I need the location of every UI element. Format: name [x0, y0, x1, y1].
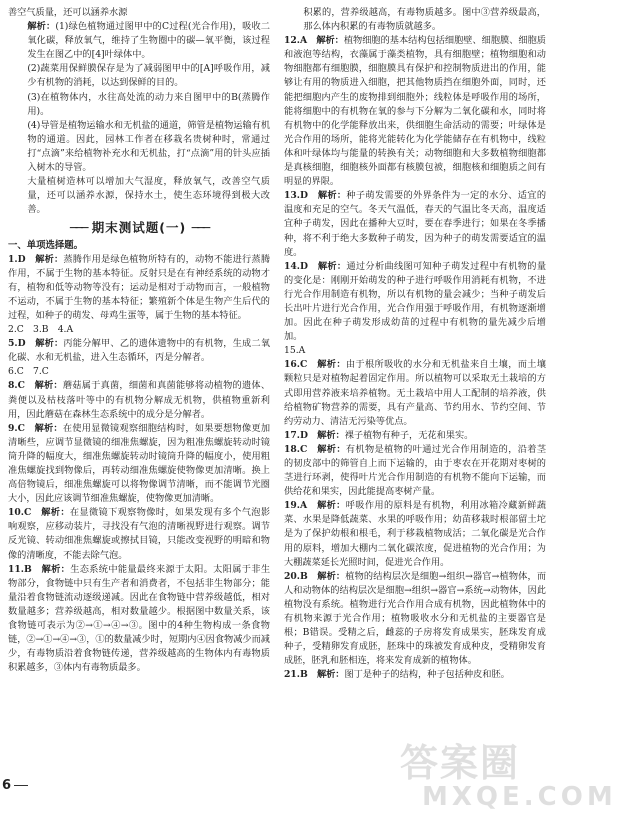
analysis-label: 解析：: [34, 422, 63, 434]
analysis-label: 解析：: [317, 260, 347, 272]
watermark-url-text: MXQE.COM: [422, 782, 617, 812]
question-number: 18.C: [284, 443, 308, 455]
analysis-label: 解析：: [317, 190, 347, 202]
question-number: 11.B: [8, 563, 32, 575]
question-number: 14.D: [284, 260, 308, 272]
question-answer: [284, 499, 546, 569]
analysis-label: 解析：: [34, 380, 63, 392]
subsection-heading: 一、单项选择题。: [8, 239, 84, 251]
paragraph: 善空气质量，还可以涵养水源: [8, 7, 128, 18]
question-answer: [284, 189, 546, 259]
analysis-label: 解析：: [35, 338, 64, 350]
paragraph: 大量植树造林可以增加大气湿度，释放氧气，改善空气质量，还可以涵养水源，保持水土，使生态环境得到极大改善。: [27, 176, 270, 216]
question-answer: [8, 337, 270, 365]
analysis-text: 种子萌发需要的外界条件为一定的水分、适宜的温度和充足的空气。冬天气温低，春天的气温比冬天高，温度适宜种子萌发，因此在播种大豆时，要在春季进行；如果在冬季播种，将不利于绝大多数种子萌发，因为种子的萌发需要适宜的温度。: [284, 190, 547, 258]
question-answer: [284, 34, 546, 189]
question-answer: [284, 358, 546, 428]
question-answer: [8, 506, 270, 562]
analysis-text: 生态系统中能量最终来源于太阳。太阳属于非生物部分，食物链中只有生产者和消费者，不包括非生物部分；能量沿着食物链流动逐级递减。因此在食物链中营养级越低，相对数量越多；营养级越高，相对数量越少。根据图中数量关系，该食物链可表示为②→①→④→③。图中的4种生物构成一条食物链，②→①→④→③，①的数量减少时，短期内④因食物减少而减少，有毒物质沿着食物链传递，营养级越高的生物体内有毒物质积累越多，③体内有毒物质最多。: [8, 563, 271, 674]
question-answer: 2.C 3.B 4.A: [8, 324, 74, 336]
analysis-label: 解析：: [27, 21, 56, 33]
paragraph: 积累的，营养级越高，有毒物质越多。图中③营养级最高，那么体内积累的有毒物质就越多。: [303, 7, 546, 33]
paragraph: (3)在植物体内，水往高处流的动力来自图甲中的B(蒸腾作用)。: [27, 91, 270, 117]
question-answer: 6.C 7.C: [8, 366, 49, 378]
analysis-label: 解析：: [41, 563, 71, 575]
analysis-label: 解析：: [317, 359, 346, 371]
question-answer: [284, 570, 546, 669]
analysis-text: 裸子植物有种子，无花和果实。: [344, 429, 474, 441]
question-number: 10.C: [8, 507, 32, 519]
question-number: 16.C: [284, 359, 308, 371]
question-number: 5.D: [8, 338, 26, 350]
question-number: 1.D: [8, 253, 26, 265]
page-number-rule: [14, 785, 28, 786]
title-decoration: ───: [191, 220, 209, 236]
title-decoration: ───: [69, 220, 87, 236]
analysis-text: 呼吸作用的原料是有机物，利用冰箱冷藏新鲜蔬菜、水果是降低蔬菜、水果的呼吸作用；幼苗移栽时根部留土坨是为了保护幼根和根毛，利于移栽植物成活；二氧化碳是光合作用的原料，增加大棚内二氧化碳浓度，促进植物的光合作用；为大棚蔬菜延长光照时间，促进光合作用。: [284, 500, 547, 568]
question-number: 13.D: [284, 190, 308, 202]
question-answer: [284, 668, 546, 682]
question-answer: [8, 563, 270, 676]
question-number: 21.B: [284, 669, 308, 681]
analysis-label: 解析：: [317, 429, 345, 441]
question-number: 17.D: [284, 429, 308, 441]
analysis-text: 植物细胞的基本结构包括细胞壁、细胞膜、细胞质和液泡等结构，衣藻属于藻类植物，具有细胞壁；植物细胞和动物细胞都有细胞膜，细胞膜具有保护和控制物质进出的作用，能够让有用的物质进入细胞，把其他物质挡在细胞外面，同时，还能把细胞内产生的废物排到细胞外；线粒体是呼吸作用的场所，能将细胞中的有机物在氧的参与下分解为二氧化碳和水，同时将有机物中的化学能释放出来，供细胞生命活动的需要；叶绿体是光合作用的场所，能将光能转化为化学能储存在有机物中，线粒体和叶绿体均与能量的转换有关；动物细胞和大多数植物细胞都是真核细胞，细胞核外面都有核膜包被，细胞核和细胞质之间有明显的界限。: [284, 35, 546, 188]
page-number: [2, 778, 28, 793]
left-column: [8, 6, 270, 675]
analysis-text: (1)绿色植物通过图甲中的C过程(光合作用)，吸收二氧化碳，释放氧气，维持了生物圈中的碳—氧平衡，该过程发生在图乙中的[4]叶绿体中。: [27, 21, 270, 61]
question-number: 19.A: [284, 500, 308, 512]
question-number: 12.A: [284, 35, 308, 47]
analysis-text: 由于根所吸收的水分和无机盐来自土壤，而土壤颗粒只是对植物起着固定作用。所以植物可以采取无土栽培的方式即用营养液来培养植物。无土栽培中用人工配制的培养液，供给植物矿物营养的需要，具有产量高、节约用水、节约空间、节约劳动力、清洁无污染等优点。: [284, 359, 547, 427]
paragraph: (4)导管是植物运输水和无机盐的通道，筛管是植物运输有机物的通道。因此，园林工作者在移栽名贵树种时，常通过打“点滴”来给植物补充水和无机盐，打“点滴”用的针头应插入树木的导管。: [27, 119, 271, 174]
analysis-text: 在显微镜下观察物像时，如果发现有多个气泡影响观察，应移动装片，寻找没有气泡的清晰视野进行观察。调节反光镜、转动细准焦螺旋或擦拭目镜，只能改变视野的明暗和物像的清晰度，不能去除气泡。: [8, 507, 271, 561]
right-column: [284, 6, 546, 683]
question-answer: [8, 422, 270, 507]
section-title-text: 期末测试题(一): [91, 220, 187, 236]
question-number: 9.C: [8, 422, 25, 434]
analysis-label: 解析：: [316, 35, 344, 47]
question-number: 20.B: [284, 570, 308, 582]
analysis-text: 图丁是种子的结构，种子包括种皮和胚。: [344, 669, 510, 681]
analysis-label: 解析：: [316, 669, 345, 681]
question-answer: 15.A: [284, 345, 306, 357]
analysis-text: 植物的结构层次是细胞→组织→器官→植物体，而人和动物体的结构层次是细胞→组织→器官→系统→动物体，因此植物没有系统。植物进行光合作用合成有机物，因此植物体中的有机物来源于光合作用；植物吸收水分和无机盐的主要器官是根；B错误。受精之后，雌蕊的子房将发育成果实，胚珠发育成种子，受精卵发育成胚，胚珠中的珠被发育成种皮，受精卵发育成胚，胚乳和胚相连，将来发育成新的植物体。: [284, 570, 547, 667]
analysis-text: 有机物是植物的叶通过光合作用制造的，沿着茎的韧皮部中的筛管自上而下运输的，由于枣农在开花期对枣树的茎进行环剥，使得叶片光合作用制造的有机物不能向下运输，而供给花和果实，因此能提高枣树产量。: [284, 443, 547, 498]
watermark-logo-text: 答案圈: [400, 741, 521, 785]
question-number: 8.C: [8, 380, 25, 392]
question-answer: [284, 429, 546, 443]
analysis-label: 解析：: [317, 570, 346, 582]
section-title: [8, 221, 270, 235]
analysis-text: 在使用显微镜观察细胞结构时，如果要想物像更加清晰些，应调节显微镜的细准焦螺旋，因为粗准焦螺旋转动时镜筒升降的幅度大，细准焦螺旋转动时镜筒升降的幅度小，使用粗准焦螺旋找到物像后，再转动细准焦螺旋使物像更加清晰。换上高倍物镜后，细准焦螺旋可以将物像调节清晰，而不能调节光圈大小，因此应该调节细准焦螺旋，使物像更加清晰。: [8, 422, 271, 505]
question-answer: [284, 260, 546, 345]
analysis-text: 通过分析曲线图可知种子萌发过程中有机物的量的变化是：刚刚开始萌发的种子进行呼吸作用消耗有机物，不进行光合作用制造有机物，所以有机物的量会减少；当种子萌发后长出叶片进行光合作用，光合作用强于呼吸作用，有机物逐渐增加。因此在种子萌发形成幼苗的过程中有机物的量先减少后增加。: [284, 260, 547, 343]
watermark: [392, 732, 617, 812]
question-answer: [284, 443, 546, 499]
analysis-text: 丙能分解甲、乙的遗体遗物中的有机物，生成二氧化碳、水和无机盐，进入生态循环，丙是分解者。: [8, 338, 271, 364]
analysis-label: 解析：: [41, 507, 70, 519]
answer-paragraph: [8, 20, 270, 62]
analysis-text: 蒸腾作用是绿色植物所特有的，动物不能进行蒸腾作用，不属于生物的基本特征。反射只是在有神经系统的动物才有，植物和低等动物等没有；运动是相对于动物而言，一般植物不运动，不属于生物的基本特征；繁殖新个体是生物产生后代的过程，如种子的萌发、母鸡生蛋等，属于生物的基本特征。: [8, 253, 271, 321]
question-answer: [8, 379, 270, 421]
question-answer: [8, 253, 270, 323]
analysis-label: 解析：: [317, 500, 346, 512]
analysis-label: 解析：: [35, 253, 64, 265]
analysis-text: 蘑菇属于真菌，细菌和真菌能够将动植物的遗体、粪便以及枯枝落叶等中的有机物分解成无机物，供植物重新利用，因此蘑菇在森林生态系统中的成分是分解者。: [8, 380, 271, 420]
analysis-label: 解析：: [317, 443, 346, 455]
paragraph: (2)蔬菜用保鲜膜保存是为了减弱图甲中的[A]呼吸作用，减少有机物的消耗，以达到保鲜的目的。: [27, 63, 270, 89]
page-number-text: 6: [2, 778, 12, 793]
